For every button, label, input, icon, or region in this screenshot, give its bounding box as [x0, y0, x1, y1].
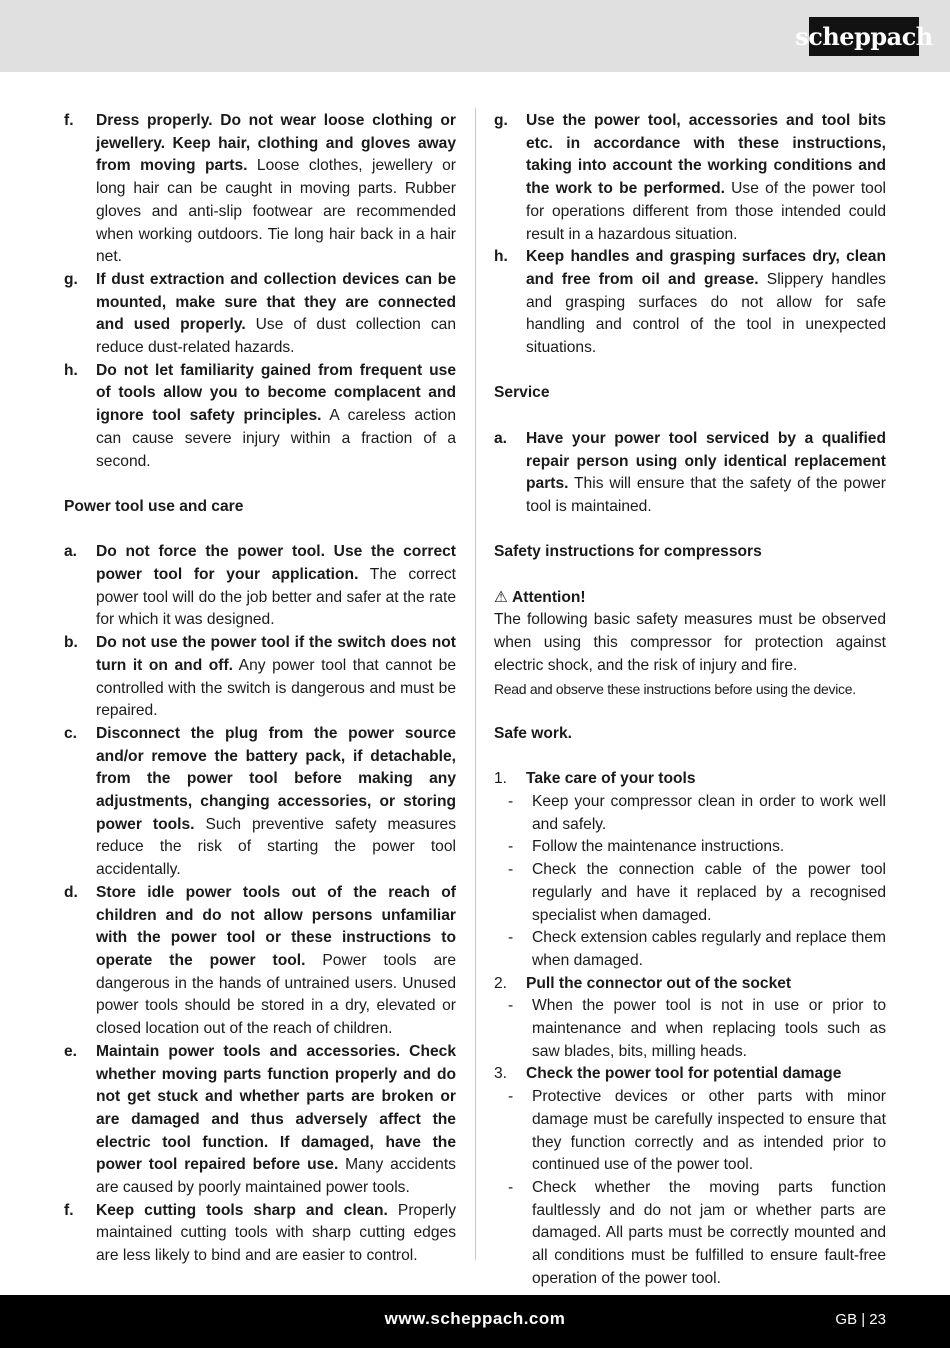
item-text: Use of dust collection can reduce dust-related hazards.: [96, 316, 456, 357]
dash-text: Check the connection cable of the power tool regularly and have it replaced by a recognised specialist when damaged.: [532, 861, 886, 924]
item-text: This will ensure that the safety of the power tool is maintained.: [526, 475, 886, 515]
item-text: Power tools are dangerous in the hands of untrained users. Unused power tools should be stored in a dry, elevated or closed location out of the reach of children.: [96, 951, 456, 1038]
dash-marker: -: [508, 929, 514, 947]
item-marker: f.: [64, 1201, 74, 1219]
item-marker: g.: [64, 270, 78, 288]
attention-text: The following basic safety measures must be observed when using this compressor for protection against electric shock, and the risk of injury and fire.: [494, 611, 886, 674]
item-number: 3.: [494, 1065, 508, 1083]
section-heading-compressors: Safety instructions for compressors: [494, 543, 762, 561]
dash-text: When the power tool is not in use or prior to maintenance and when replacing tools such as saw blades, bits, milling heads.: [532, 997, 886, 1060]
item-marker: a.: [64, 543, 78, 561]
brand-name: scheppach: [795, 22, 933, 51]
dash-item: [494, 859, 886, 927]
dash-item: [494, 836, 886, 859]
section-heading-service: Service: [494, 384, 550, 402]
item-title: Pull the connector out of the socket: [526, 974, 792, 992]
section-heading-safe-work: Safe work.: [494, 724, 572, 742]
dash-item: [494, 927, 886, 972]
dash-text: Follow the maintenance instructions.: [532, 838, 785, 856]
item-bold: Do not let familiarity gained from frequent use of tools allow you to become complacent and ignore tool safety principles.: [96, 361, 456, 425]
item-bold: Disconnect the plug from the power source and/or remove the battery pack, if detachable, from the power tool before making any adjustments, changing accessories, or storing power tools.: [96, 724, 456, 833]
item-marker: e.: [64, 1042, 78, 1060]
attention-heading: [494, 587, 886, 610]
list-item-a-force: [64, 541, 456, 632]
item-bold: Do not force the power tool. Use the correct power tool for your application.: [96, 543, 456, 584]
numbered-item-3: [494, 1063, 886, 1086]
dash-marker: -: [508, 997, 514, 1015]
warning-icon: ⚠: [494, 588, 508, 606]
list-item-e-maintain: [64, 1041, 456, 1200]
dash-text: Check extension cables regularly and replace them when damaged.: [532, 929, 886, 969]
attention-label: Attention!: [511, 588, 586, 606]
item-bold: Store idle power tools out of the reach of children and do not allow persons unfamiliar with the power tool or these instructions to operate the power tool.: [96, 883, 456, 969]
item-title: Check the power tool for potential damage: [526, 1065, 842, 1083]
column-divider: [475, 108, 476, 1260]
dash-item: [494, 995, 886, 1063]
list-item-g-dust: [64, 269, 456, 360]
list-item-h-handles: [494, 246, 886, 360]
dash-item: [494, 791, 886, 836]
item-text: Properly maintained cutting tools with sharp cutting edges are less likely to bind and are easier to control.: [96, 1201, 457, 1265]
dash-marker: -: [508, 1178, 514, 1196]
item-text: Such preventive safety measures reduce the risk of starting the power tool accidentally.: [96, 815, 457, 879]
item-text: Slippery handles and grasping surfaces do not allow for safe handling and control of the tool in unexpected situations.: [526, 270, 886, 357]
list-item-a-serviced: [494, 428, 886, 519]
scheppach-logo: [795, 17, 933, 56]
section-heading-power-tool: Power tool use and care: [64, 497, 244, 515]
item-text: Use of the power tool for operations different from those intended could result in a hazardous situation.: [526, 180, 886, 243]
page-number: GB | 23: [835, 1311, 886, 1328]
list-item-c-disconnect: [64, 723, 456, 882]
item-marker: f.: [64, 112, 74, 129]
item-bold: Do not use the power tool if the switch does not turn it on and off.: [96, 634, 456, 674]
page-header: [0, 0, 950, 72]
item-marker: h.: [64, 361, 78, 379]
right-column: [494, 110, 886, 1290]
dash-item: [494, 1177, 886, 1291]
dash-marker: -: [508, 838, 514, 856]
page-footer: [0, 1295, 950, 1348]
dash-text: Protective devices or other parts with minor damage must be carefully inspected to ensure that they function correctly and as intended prior to continued use of the power tool.: [532, 1088, 886, 1174]
numbered-item-1: [494, 768, 886, 791]
list-item-h-familiarity: [64, 360, 456, 474]
item-text: The correct power tool will do the job better and safer at the rate for which it was designed.: [96, 566, 456, 629]
item-text: Many accidents are caused by poorly maintained power tools.: [96, 1156, 456, 1197]
item-marker: g.: [494, 112, 508, 129]
dash-text: Keep your compressor clean in order to work well and safely.: [532, 793, 886, 833]
list-item-f-dress: [64, 110, 456, 269]
item-number: 2.: [494, 974, 508, 992]
list-item-f-sharp: [64, 1200, 456, 1268]
item-bold: Use the power tool, accessories and tool bits etc. in accordance with these instructions, taking into account the working conditions and the work to be performed.: [526, 112, 886, 198]
item-text: Any power tool that cannot be controlled with the switch is dangerous and must be repaired.: [96, 656, 457, 720]
dash-marker: -: [508, 861, 514, 879]
left-column: [64, 110, 456, 1268]
item-bold: Keep handles and grasping surfaces dry, clean and free from oil and grease.: [526, 248, 886, 288]
item-text: A careless action can cause severe injury within a fraction of a second.: [96, 407, 456, 470]
list-item-d-store: [64, 882, 456, 1041]
item-marker: a.: [494, 429, 508, 447]
dash-marker: -: [508, 1088, 514, 1106]
dash-text: Check whether the moving parts function faultlessly and do not jam or whether parts are damaged. All parts must be correctly mounted and all conditions must be fulfilled to ensure fault-free operation of the power tool.: [532, 1178, 886, 1287]
item-number: 1.: [494, 770, 508, 788]
website-url: www.scheppach.com: [384, 1309, 566, 1328]
item-bold: Have your power tool serviced by a qualified repair person using only identical replacement parts.: [526, 429, 886, 493]
item-marker: h.: [494, 248, 508, 266]
numbered-item-2: [494, 973, 886, 996]
dash-item: [494, 1086, 886, 1177]
list-item-g-accessories: [494, 110, 886, 246]
read-instructions-text: Read and observe these instructions before using the device.: [494, 680, 856, 697]
item-marker: d.: [64, 883, 78, 901]
item-title: Take care of your tools: [526, 770, 696, 788]
dash-marker: -: [508, 793, 514, 810]
item-marker: b.: [64, 634, 78, 652]
item-bold: Maintain power tools and accessories. Check whether moving parts function properly and do not get stuck and whether parts are broken or are damaged and thus adversely affect the electric tool function. If damaged, have the power tool repaired before use.: [96, 1042, 456, 1174]
item-bold: Dress properly. Do not wear loose clothing or jewellery. Keep hair, clothing and gloves away from moving parts.: [96, 112, 456, 175]
item-marker: c.: [64, 724, 78, 742]
item-text: Loose clothes, jewellery or long hair can be caught in moving parts. Rubber gloves and anti-slip footwear are recommended when working outdoors. Tie long hair back in a hair net.: [96, 157, 456, 266]
item-bold: If dust extraction and collection devices can be mounted, make sure that they are connected and used properly.: [96, 270, 456, 334]
list-item-b-switch: [64, 632, 456, 723]
item-bold: Keep cutting tools sharp and clean.: [96, 1201, 388, 1219]
